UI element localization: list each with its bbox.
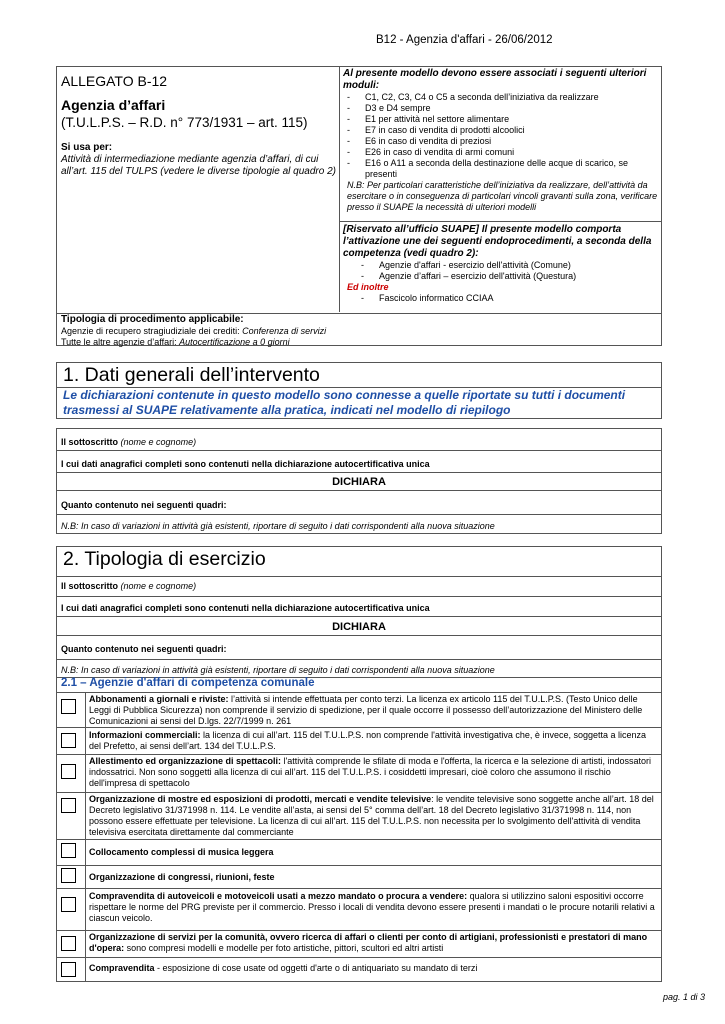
option-description: l'attività comprende le sfilate di moda e l'offerta, la ricerca e la selezione di artisti, indossatori indossatrici. Non sono soggetti alla licenza di cui all’art. 115 del T.U.L.P.S. i cosiddetti impresari, cioè coloro che assumono il rischio dell'impresa di spettacolo	[89, 756, 651, 788]
riservato-extra: - Fascicolo informatico CCIAA	[357, 293, 659, 304]
ed-inoltre: Ed inoltre	[347, 282, 389, 292]
option-checkbox[interactable]	[61, 897, 76, 912]
section2-quanto: Quanto contenuto nei seguenti quadri:	[61, 644, 227, 654]
option-text	[89, 847, 657, 858]
option-description: l’attività si intende effettuata per conto terzi. La licenza ex articolo 115 del T.U.L.P.S. (Testo Unico delle Leggi di Pubblica Sicurezza) non comprende il servizio di spedizione, per il quale occorre il possesso dell’autorizzazione del Ministero delle Comunicazioni ai sensi del D.lgs. 22/7/1999 n. 261	[89, 694, 643, 726]
tipologia-proc-heading: Tipologia di procedimento applicabile:	[61, 314, 244, 325]
option-description: qualora si utilizzino saloni espositivi occorre rispettare le norme del PRG previste per il commercio. Presso i locali di vendita devono essere presenti i mandati o le procure notarili relativi a ciascun veicolo.	[89, 891, 655, 923]
option-text	[89, 872, 657, 883]
option-checkbox[interactable]	[61, 764, 76, 779]
option-label: Organizzazione di congressi, riunioni, feste	[89, 872, 275, 882]
moduli-nb: N.B: Per particolari caratteristiche dell’iniziativa da realizzare, dell’attività da esercitare o in conseguenza di particolari vincoli gravanti sulla zona, verificare presso il SUAPE la necessità di ulteriori modelli	[347, 180, 658, 212]
sottoscritto-label: Il sottoscritto	[61, 437, 119, 447]
moduli-item: - C1, C2, C3, C4 o C5 a seconda dell’iniziativa da realizzare	[343, 92, 659, 103]
section1-nb: N.B: In caso di variazioni in attività già esistenti, riportare di seguito i dati corrispondenti alla nuova situazione	[61, 521, 495, 531]
tipologia-line2-value: Autocertificazione a 0 giorni	[179, 337, 290, 347]
option-checkbox[interactable]	[61, 843, 76, 858]
option-label: Allestimento ed organizzazione di spettacoli:	[89, 756, 282, 766]
option-label: Abbonamenti a giornali e riviste:	[89, 694, 229, 704]
section1-subtitle: Le dichiarazioni contenute in questo modello sono connesse a quelle riportate su tutti i documenti trasmessi al SUAPE relativamente alla pratica, indicati nel modello di riepilogo	[63, 388, 626, 417]
riservato-extra-list	[357, 293, 659, 304]
document-header: B12 - Agenzia d'affari - 26/06/2012	[376, 34, 553, 46]
riservato-list	[357, 260, 659, 282]
option-row	[57, 693, 661, 731]
section1-quanto: Quanto contenuto nei seguenti quadri:	[61, 500, 227, 510]
si-usa-label: Si usa per:	[61, 142, 113, 153]
section1-dichiara: DICHIARA	[332, 476, 386, 488]
option-row	[57, 958, 661, 982]
option-row	[57, 866, 661, 888]
si-usa-text: Attività di intermediazione mediante agenzia d’affari, di cui all’art. 115 del TULPS (vedere le diverse tipologie al quadro 2)	[61, 154, 336, 177]
moduli-item: - E26 in caso di vendita di armi comuni	[343, 147, 659, 158]
option-checkbox[interactable]	[61, 962, 76, 977]
moduli-list	[343, 92, 659, 180]
option-text	[89, 794, 657, 838]
option-label: Informazioni commerciali:	[89, 730, 201, 740]
option-row	[57, 840, 661, 865]
section2-box	[56, 546, 662, 982]
option-label: Compravendita di autoveicoli e motoveicoli usati a mezzo mandato o procura a vendere:	[89, 891, 468, 901]
section2-sottoscritto	[61, 581, 196, 592]
option-description: la licenza di cui all’art. 115 del T.U.L.P.S. non comprende l'attività investigativa che, è invece, soggetta a licenza del Prefetto, ai sensi dell’art. 134 del T.U.L.P.S.	[89, 730, 647, 751]
section2-anagrafici: I cui dati anagrafici completi sono contenuti nella dichiarazione autocertificativa unica	[61, 603, 430, 613]
section2-title: 2. Tipologia di esercizio	[63, 548, 266, 570]
option-text	[89, 891, 657, 924]
tipologia-line1-value: Conferenza di servizi	[242, 326, 327, 336]
moduli-heading: Al presente modello devono essere associati i seguenti ulteriori moduli:	[343, 68, 647, 91]
option-checkbox[interactable]	[61, 868, 76, 883]
option-checkbox[interactable]	[61, 733, 76, 748]
moduli-item: - D3 e D4 sempre	[343, 103, 659, 114]
page-number: pag. 1 di 3	[662, 992, 705, 1002]
tipologia-line1-text: Agenzie di recupero stragiudiziale dei crediti:	[61, 326, 243, 336]
sottoscritto-hint: (nome e cognome)	[120, 437, 197, 447]
option-label: Collocamento complessi di musica leggera	[89, 847, 274, 857]
section2-subtitle: 2.1 – Agenzie d'affari di competenza comunale	[61, 677, 315, 689]
allegato-box	[56, 66, 662, 346]
section1-box	[56, 362, 662, 419]
option-label: Organizzazione di servizi per la comunità, ovvero ricerca di affari o clienti per conto di artigiani, professionisti e prestatori di mano d'opera:	[89, 932, 648, 953]
tipologia-line2-text: Tutte le altre agenzie d’affari:	[61, 337, 180, 347]
option-label: Organizzazione di mostre ed esposizioni di prodotti, mercati e vendite televisive	[89, 794, 432, 804]
section2-nb: N.B: In caso di variazioni in attività già esistenti, riportare di seguito i dati corrispondenti alla nuova situazione	[61, 665, 495, 675]
option-description: : le vendite televisive sono soggette anche all’art. 18 del Decreto legislativo 31/371998 n. 114. Le vendite all’asta, ai sensi del 5° comma dell’art. 18 del Decreto legislativo 31/371998 n. 114, non possono essere effettuate per televisione. La licenza di cui all’art. 115 del T.U.L.P.S. non necessita per lo svolgimento dell'attività di vendita televisiva esercitata direttamente dal commerciante	[89, 794, 654, 837]
option-checkbox[interactable]	[61, 699, 76, 714]
sottoscritto-hint: (nome e cognome)	[120, 581, 197, 591]
option-label: Compravendita	[89, 963, 155, 973]
section2-dichiara: DICHIARA	[332, 621, 386, 633]
option-text	[89, 932, 657, 954]
option-row	[57, 755, 661, 792]
tipologia-proc-line2	[61, 337, 657, 348]
moduli-item: - E7 in caso di vendita di prodotti alcoolici	[343, 125, 659, 136]
option-description: sono compresi modelli e modelle per foto artistiche, pittori, scultori ed altri artisti	[124, 943, 444, 953]
option-row	[57, 793, 661, 839]
riservato-item: - Agenzie d'affari - esercizio dell'attività (Comune)	[357, 260, 659, 271]
option-text	[89, 963, 657, 974]
moduli-item: - E6 in caso di vendita di preziosi	[343, 136, 659, 147]
section1-form	[56, 428, 662, 534]
allegato-label: ALLEGATO B-12	[61, 73, 168, 89]
option-row	[57, 931, 661, 957]
tipologia-proc-line1	[61, 326, 657, 337]
riservato-heading: [Riservato all’ufficio SUAPE] Il presente modello comporta l’attivazione une dei seguenti endoprocedimenti, a seconda della competenza (vedi quadro 2):	[343, 224, 652, 259]
riservato-item: - Agenzie d’affari – esercizio dell'attività (Questura)	[357, 271, 659, 282]
option-checkbox[interactable]	[61, 798, 76, 813]
option-description: - esposizione di cose usate od oggetti d'arte o di antiquariato su mandato di terzi	[154, 963, 478, 973]
option-text	[89, 730, 657, 752]
option-row	[57, 889, 661, 929]
option-text	[89, 694, 657, 727]
section1-anagrafici: I cui dati anagrafici completi sono contenuti nella dichiarazione autocertificativa unica	[61, 459, 430, 469]
moduli-item: - E16 o A11 a seconda della destinazione delle acque di scarico, se presenti	[343, 158, 659, 180]
allegato-title: Agenzia d’affari	[61, 97, 166, 113]
option-row	[57, 728, 661, 754]
option-checkbox[interactable]	[61, 936, 76, 951]
allegato-law: (T.U.L.P.S. – R.D. n° 773/1931 – art. 115)	[61, 115, 308, 130]
option-text	[89, 756, 657, 789]
moduli-item: - E1 per attività nel settore alimentare	[343, 114, 659, 125]
sottoscritto-label: Il sottoscritto	[61, 581, 119, 591]
section1-sottoscritto	[61, 437, 196, 448]
section1-title: 1. Dati generali dell’intervento	[63, 364, 320, 386]
